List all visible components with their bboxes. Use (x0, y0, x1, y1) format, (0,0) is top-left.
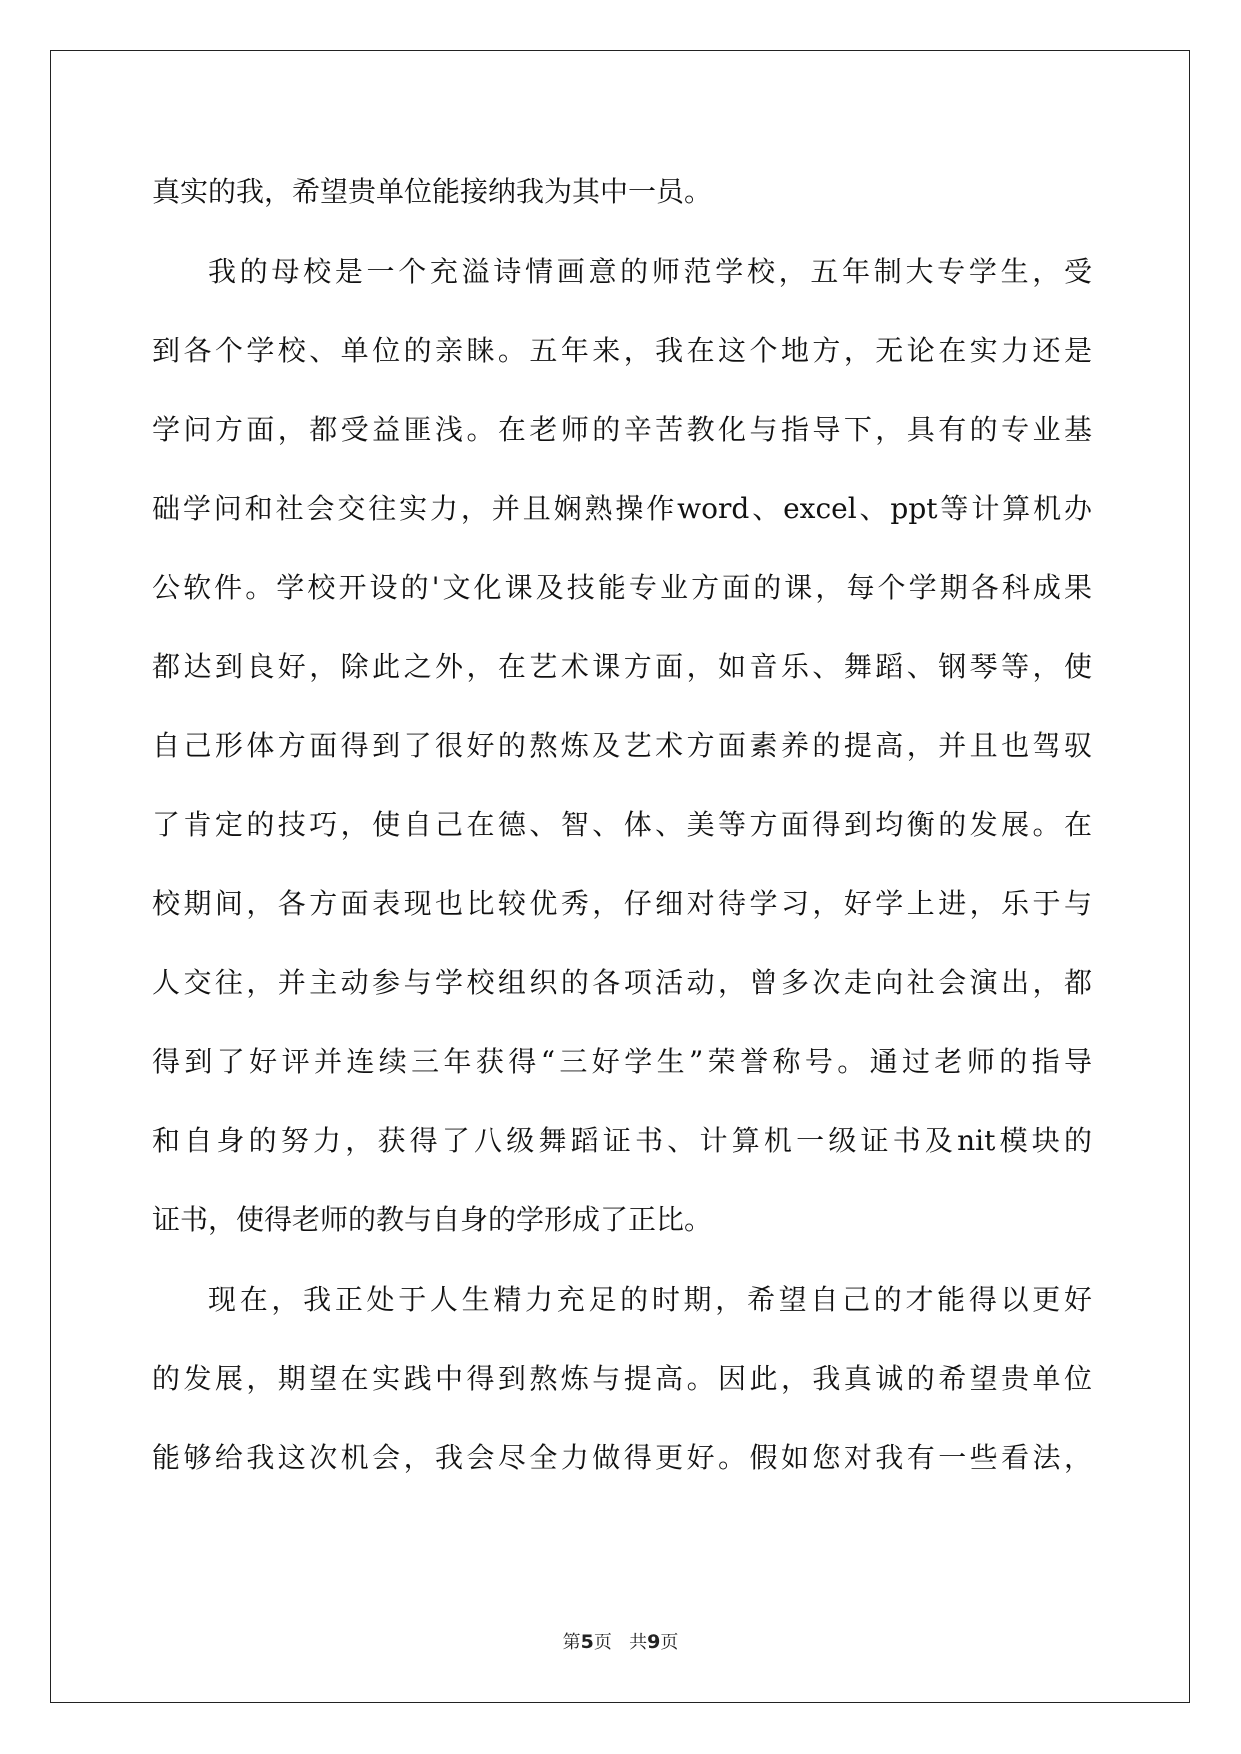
text-line: 都达到良好，除此之外，在艺术课方面，如音乐、舞蹈、钢琴等，使 (152, 650, 1092, 683)
text-line: 学问方面，都受益匪浅。在老师的辛苦教化与指导下，具有的专业基 (152, 413, 1092, 446)
page-suffix: 页 (660, 1632, 679, 1653)
text-line: 校期间，各方面表现也比较优秀，仔细对待学习，好学上进，乐于与 (152, 887, 1092, 920)
text-line: 自己形体方面得到了很好的熬炼及艺术方面素养的提高，并且也驾驭 (152, 729, 1092, 762)
paragraph-start-line: 现在，我正处于人生精力充足的时期，希望自己的才能得以更好 (208, 1283, 1092, 1316)
text-line: 得到了好评并连续三年获得“三好学生”荣誉称号。通过老师的指导 (152, 1045, 1092, 1078)
text-line: 了肯定的技巧，使自己在德、智、体、美等方面得到均衡的发展。在 (152, 808, 1092, 841)
total-page-number: 9 (647, 1631, 661, 1653)
text-line: 能够给我这次机会，我会尽全力做得更好。假如您对我有一些看法， (152, 1441, 1092, 1474)
text-line: 人交往，并主动参与学校组织的各项活动，曾多次走向社会演出，都 (152, 966, 1092, 999)
text-line: 和自身的努力，获得了八级舞蹈证书、计算机一级证书及nit模块的 (152, 1124, 1092, 1157)
text-line: 真实的我，希望贵单位能接纳我为其中一员。 (152, 175, 713, 208)
text-line: 证书，使得老师的教与自身的学形成了正比。 (152, 1203, 713, 1236)
current-page-number: 5 (580, 1631, 594, 1653)
text-line: 的发展，期望在实践中得到熬炼与提高。因此，我真诚的希望贵单位 (152, 1362, 1092, 1395)
page-prefix: 第 (562, 1632, 581, 1653)
page-number-footer (0, 1630, 1241, 1655)
text-line: 础学问和社会交往实力，并且娴熟操作word、excel、ppt等计算机办 (152, 492, 1092, 525)
paragraph-start-line: 我的母校是一个充溢诗情画意的师范学校，五年制大专学生，受 (208, 255, 1092, 288)
text-line: 公软件。学校开设的'文化课及技能专业方面的课，每个学期各科成果 (152, 571, 1092, 604)
page-mid-text: 页 共 (593, 1632, 648, 1653)
text-line: 到各个学校、单位的亲睐。五年来，我在这个地方，无论在实力还是 (152, 334, 1092, 367)
